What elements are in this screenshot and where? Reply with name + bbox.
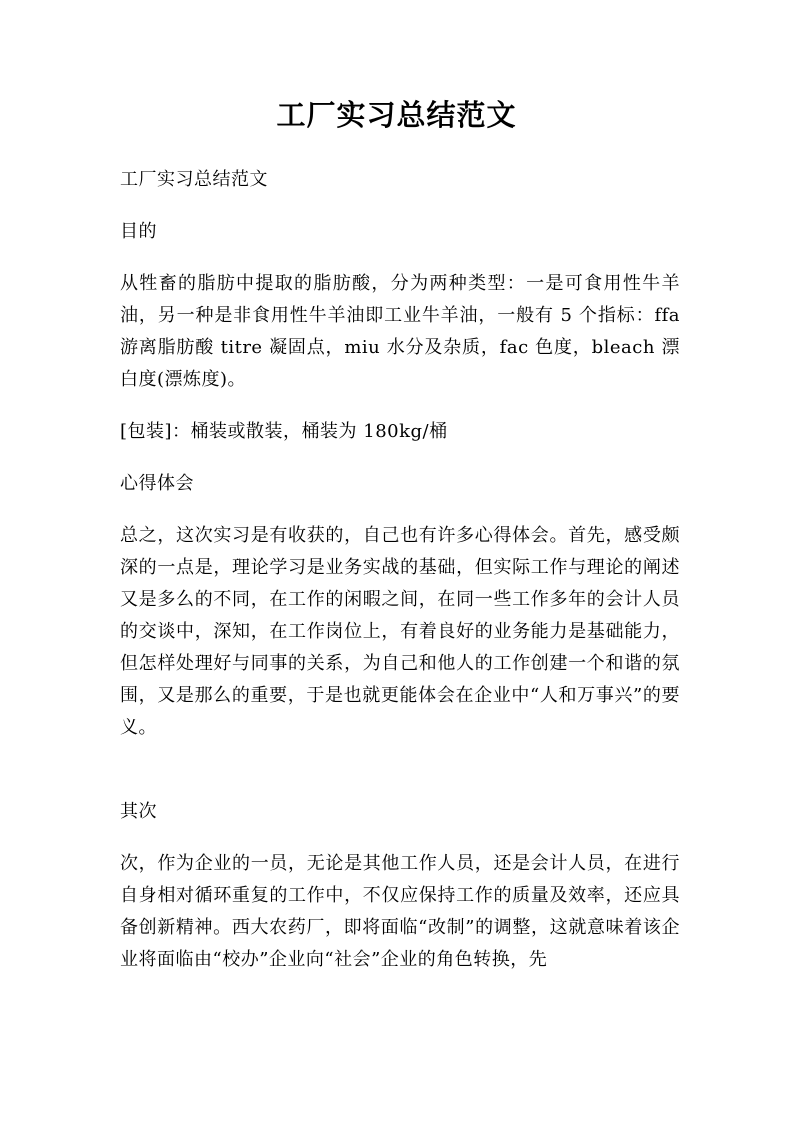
- heading-experience: 心得体会: [120, 473, 194, 494]
- paragraph-innovation: 次，作为企业的一员，无论是其他工作人员，还是会计人员，在进行自身相对循环重复的工作中，不仅应保持工作的质量及效率，还应具备创新精神。西大农药厂，即将面临“改制”的调整，这就意味着该企业将面临由“校办”企业向“社会”企业的角色转换，先: [120, 853, 680, 970]
- paragraph-subtitle: 工厂实习总结范文: [120, 169, 268, 190]
- document-title: 工厂实习总结范文: [276, 98, 517, 132]
- heading-purpose: 目的: [120, 221, 157, 242]
- paragraph-fatty-acid: 从牲畜的脂肪中提取的脂肪酸，分为两种类型：一是可食用性牛羊油，另一种是非食用性牛羊油即工业牛羊油，一般有 5 个指标：ffa游离脂肪酸 titre 凝固点，miu 水分及杂质，fac 色度，bleach 漂白度(漂炼度)。: [120, 273, 680, 390]
- paragraph-summary: 总之，这次实习是有收获的，自己也有许多心得体会。首先，感受颇深的一点是，理论学习是业务实战的基础，但实际工作与理论的阐述又是多么的不同，在工作的闲暇之间，在同一些工作多年的会计人员的交谈中，深知，在工作岗位上，有着良好的业务能力是基础能力，但怎样处理好与同事的关系，为自己和他人的工作创建一个和谐的氛围，又是那么的重要，于是也就更能体会在企业中“人和万事兴”的要义。: [120, 525, 680, 738]
- heading-secondly: 其次: [120, 801, 157, 822]
- document-body: [120, 164, 680, 996]
- paragraph-packaging: [包装]：桶装或散装，桶装为 180kg/桶: [120, 421, 448, 442]
